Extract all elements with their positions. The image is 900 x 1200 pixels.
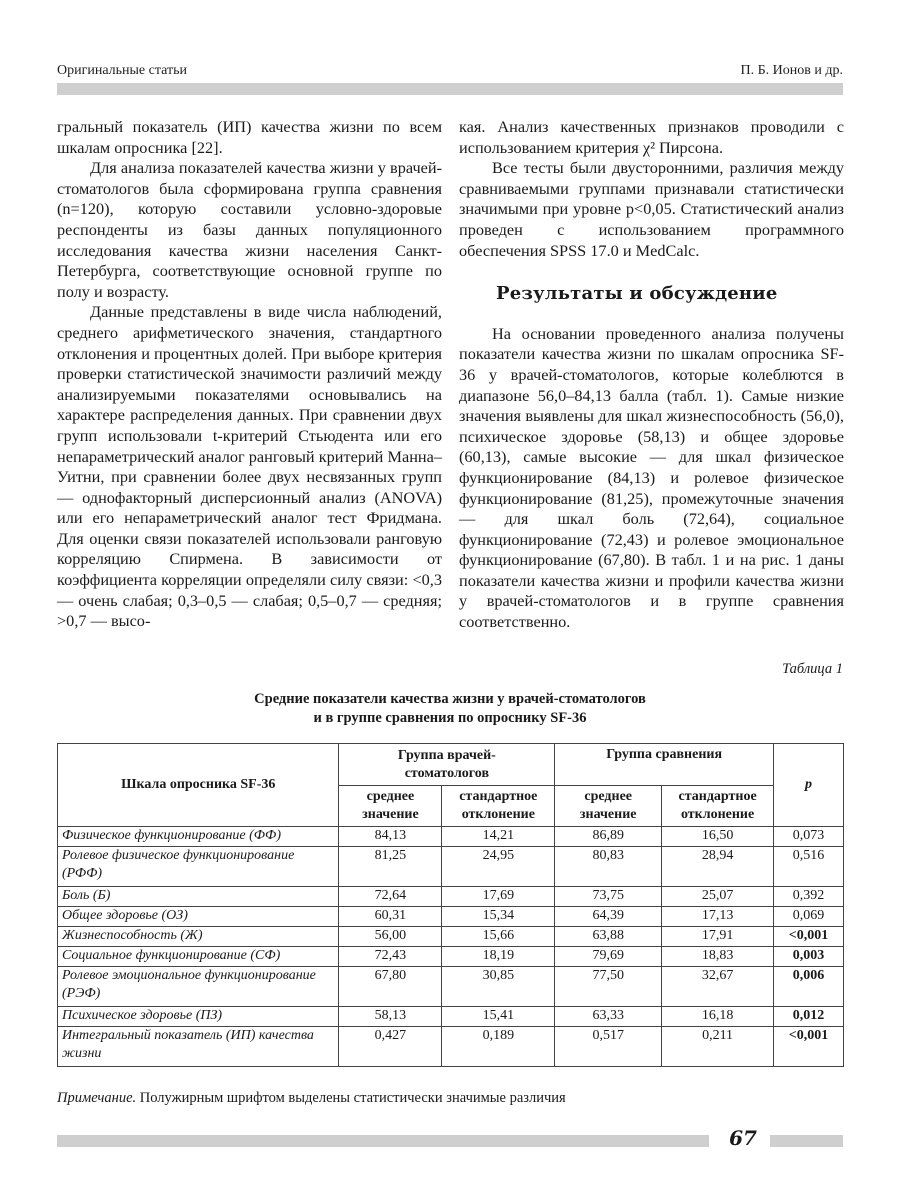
section-title: Результаты и обсуждение bbox=[496, 283, 778, 305]
paragraph: кая. Анализ качественных признаков проводили с использованием критерия χ² Пирсона. bbox=[459, 117, 844, 157]
cell-mean-dentists: 60,31 bbox=[339, 907, 442, 927]
cell-sd-comparison: 16,50 bbox=[662, 827, 774, 847]
paragraph: гральный показатель (ИП) качества жизни по всем шкалам опросника [22]. bbox=[57, 117, 442, 157]
table-row bbox=[58, 907, 844, 927]
header-bar bbox=[57, 83, 843, 95]
paragraph: Все тесты были двусторонними, различия между сравниваемыми группами признавали статистически значимыми при уровне p<0,05. Статистический анализ проведен с использованием программного обеспечения SPSS 17.0 и MedCalc. bbox=[459, 158, 844, 260]
cell-mean-dentists: 72,43 bbox=[339, 947, 442, 967]
table-row bbox=[58, 947, 844, 967]
cell-mean-comparison: 64,39 bbox=[555, 907, 662, 927]
cell-mean-comparison: 79,69 bbox=[555, 947, 662, 967]
page-number: 67 bbox=[729, 1126, 757, 1150]
row-name: Интегральный показатель (ИП) качества жизни bbox=[58, 1027, 339, 1067]
cell-mean-dentists: 58,13 bbox=[339, 1007, 442, 1027]
note-text: Полужирным шрифтом выделены статистически значимые различия bbox=[136, 1090, 566, 1106]
header-mean: среднее значение bbox=[339, 786, 442, 827]
cell-mean-comparison: 63,33 bbox=[555, 1007, 662, 1027]
cell-p-value: 0,073 bbox=[774, 827, 844, 847]
row-name: Ролевое физическое функционирование (РФФ) bbox=[58, 847, 339, 887]
cell-sd-comparison: 17,91 bbox=[662, 927, 774, 947]
row-name: Боль (Б) bbox=[58, 887, 339, 907]
note-label: Примечание. bbox=[57, 1090, 137, 1106]
cell-p-value: 0,012 bbox=[774, 1007, 844, 1027]
cell-sd-dentists: 0,189 bbox=[442, 1027, 555, 1067]
cell-mean-dentists: 56,00 bbox=[339, 927, 442, 947]
row-name: Жизнеспособность (Ж) bbox=[58, 927, 339, 947]
left-column bbox=[57, 117, 442, 632]
sf36-table bbox=[57, 743, 844, 1067]
header-sd: стандартное отклонение bbox=[442, 786, 555, 827]
section-name: Оригинальные статьи bbox=[57, 63, 187, 78]
cell-sd-dentists: 30,85 bbox=[442, 967, 555, 1007]
paragraph: На основании проведенного анализа получены показатели качества жизни по шкалам опросника SF-36 у врачей-стоматологов, которые колеблются в диапазоне 56,0–84,13 балла (табл. 1). Самые низкие значения выявлены для шкал жизнеспособность (56,0), психическое здоровье (58,13) и общее здоровье (60,13), самые высокие — для шкал физическое функционирование (84,13) и ролевое физическое функционирование (81,25), промежуточные значения — для шкал боль (72,64), социальное функционирование (72,43) и ролевое эмоциональное функционирование (67,80). В табл. 1 и на рис. 1 даны показатели качества жизни и профили качества жизни у врачей-стоматологов и в группе сравнения соответственно. bbox=[459, 323, 844, 632]
table-row bbox=[58, 887, 844, 907]
running-header bbox=[57, 63, 843, 83]
table-title bbox=[57, 690, 843, 728]
cell-mean-comparison: 63,88 bbox=[555, 927, 662, 947]
table-title-line: Средние показатели качества жизни у врачей-стоматологов bbox=[254, 691, 646, 707]
table-row bbox=[58, 927, 844, 947]
cell-mean-comparison: 77,50 bbox=[555, 967, 662, 1007]
row-name: Физическое функционирование (ФФ) bbox=[58, 827, 339, 847]
cell-sd-comparison: 18,83 bbox=[662, 947, 774, 967]
table-row bbox=[58, 967, 844, 1007]
cell-mean-dentists: 67,80 bbox=[339, 967, 442, 1007]
cell-p-value: 0,003 bbox=[774, 947, 844, 967]
cell-mean-comparison: 86,89 bbox=[555, 827, 662, 847]
header-mean: среднее значение bbox=[555, 786, 662, 827]
table-note bbox=[57, 1090, 566, 1107]
paragraph: Для анализа показателей качества жизни у врачей-стоматологов была сформирована группа сравнения (n=120), которую составили условно-здоровые респонденты из базы данных популяционного исследования качества жизни населения Санкт-Петербурга, соответствующие основной группе по полу и возрасту. bbox=[57, 158, 442, 301]
cell-sd-comparison: 32,67 bbox=[662, 967, 774, 1007]
right-column bbox=[459, 117, 844, 633]
row-name: Психическое здоровье (ПЗ) bbox=[58, 1007, 339, 1027]
cell-p-value: 0,392 bbox=[774, 887, 844, 907]
cell-sd-dentists: 14,21 bbox=[442, 827, 555, 847]
cell-mean-comparison: 73,75 bbox=[555, 887, 662, 907]
table-row bbox=[58, 1007, 844, 1027]
footer-bar-right bbox=[770, 1135, 843, 1147]
row-name: Ролевое эмоциональное функционирование (РЭФ) bbox=[58, 967, 339, 1007]
cell-p-value: 0,006 bbox=[774, 967, 844, 1007]
row-name: Общее здоровье (ОЗ) bbox=[58, 907, 339, 927]
cell-sd-comparison: 16,18 bbox=[662, 1007, 774, 1027]
header-scale: Шкала опросника SF-36 bbox=[58, 744, 339, 827]
cell-mean-dentists: 72,64 bbox=[339, 887, 442, 907]
header-group-comparison: Группа сравнения bbox=[555, 744, 774, 786]
cell-mean-comparison: 0,517 bbox=[555, 1027, 662, 1067]
header-sd: стандартное отклонение bbox=[662, 786, 774, 827]
footer-bar bbox=[57, 1135, 709, 1147]
table-title-line: и в группе сравнения по опроснику SF-36 bbox=[313, 710, 587, 726]
table-row bbox=[58, 827, 844, 847]
cell-mean-dentists: 81,25 bbox=[339, 847, 442, 887]
cell-sd-comparison: 25,07 bbox=[662, 887, 774, 907]
cell-p-value: <0,001 bbox=[774, 927, 844, 947]
paragraph: Данные представлены в виде числа наблюдений, среднего арифметического значения, стандартного отклонения и процентных долей. При выборе критерия проверки статистической значимости различий между анализируемыми показателями основывались на характере распределения данных. При сравнении двух групп использовали t-критерий Стьюдента или его непараметрический аналог ранговый критерий Манна–Уитни, при сравнении более двух несвязанных групп — однофакторный дисперсионный анализ (ANOVA) или его непараметрический аналог тест Фридмана. Для оценки связи показателей использовали ранговую корреляцию Спирмена. В зависимости от коэффициента корреляции определяли силу связи: <0,3 — очень слабая; 0,3–0,5 — слабая; 0,5–0,7 — средняя; >0,7 — высо- bbox=[57, 302, 442, 631]
table-row bbox=[58, 847, 844, 887]
header-p: p bbox=[774, 744, 844, 827]
table-label: Таблица 1 bbox=[782, 661, 843, 677]
cell-sd-dentists: 24,95 bbox=[442, 847, 555, 887]
table-row bbox=[58, 1027, 844, 1067]
cell-sd-comparison: 17,13 bbox=[662, 907, 774, 927]
cell-mean-dentists: 0,427 bbox=[339, 1027, 442, 1067]
authors: П. Б. Ионов и др. bbox=[740, 63, 843, 78]
cell-sd-dentists: 15,66 bbox=[442, 927, 555, 947]
cell-p-value: 0,516 bbox=[774, 847, 844, 887]
cell-p-value: 0,069 bbox=[774, 907, 844, 927]
cell-sd-dentists: 15,41 bbox=[442, 1007, 555, 1027]
cell-p-value: <0,001 bbox=[774, 1027, 844, 1067]
cell-sd-comparison: 0,211 bbox=[662, 1027, 774, 1067]
cell-sd-dentists: 15,34 bbox=[442, 907, 555, 927]
cell-sd-comparison: 28,94 bbox=[662, 847, 774, 887]
cell-sd-dentists: 18,19 bbox=[442, 947, 555, 967]
header-group-dentists: Группа врачей-стоматологов bbox=[339, 744, 555, 786]
cell-mean-dentists: 84,13 bbox=[339, 827, 442, 847]
cell-sd-dentists: 17,69 bbox=[442, 887, 555, 907]
row-name: Социальное функционирование (СФ) bbox=[58, 947, 339, 967]
cell-mean-comparison: 80,83 bbox=[555, 847, 662, 887]
